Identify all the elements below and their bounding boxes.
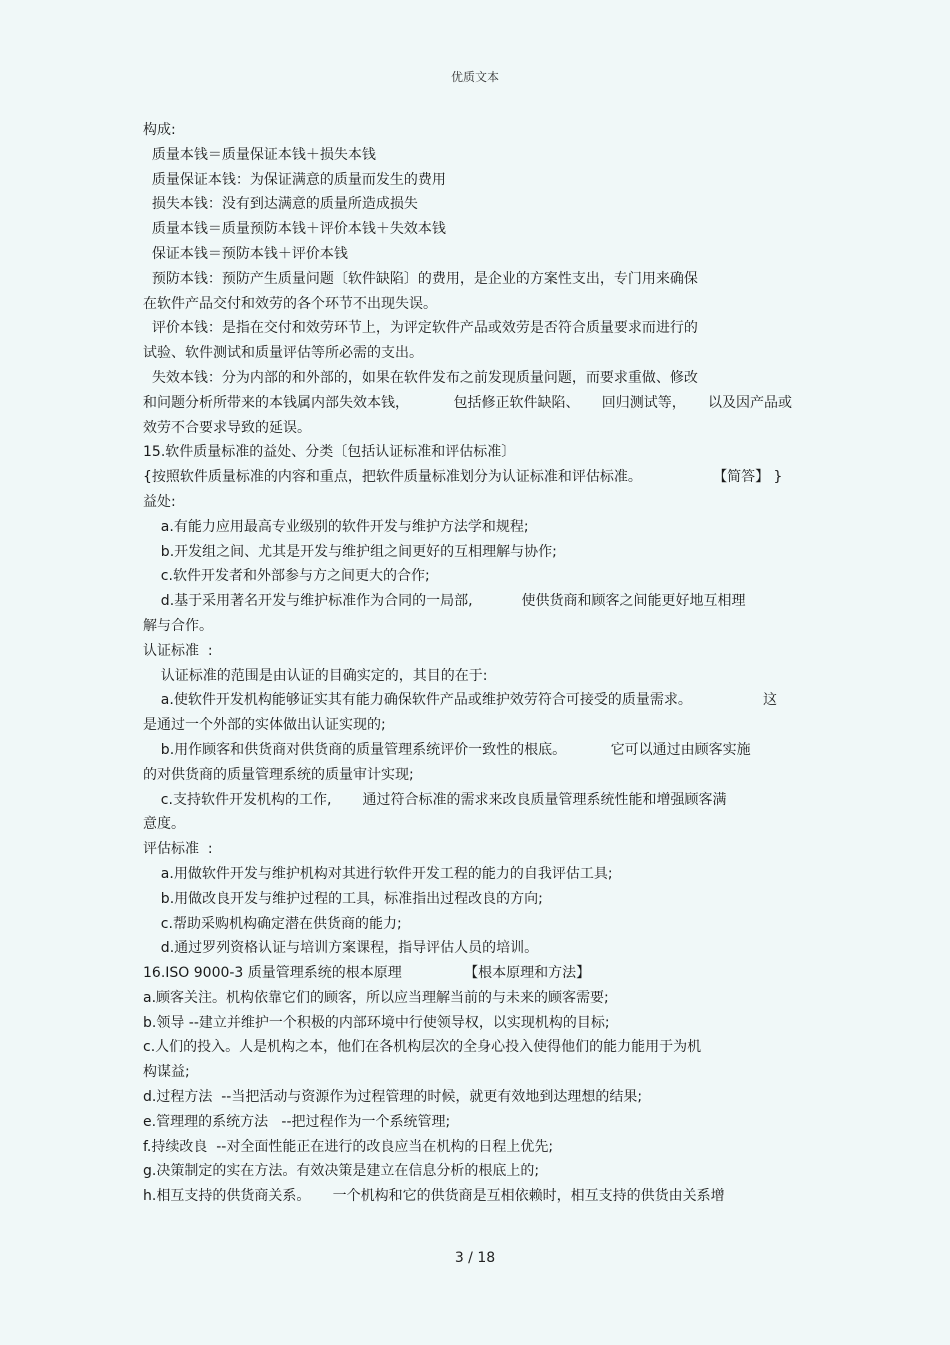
text-line: 构成: [143, 122, 176, 138]
list-item: g.决策制定的实在方法。有效决策是建立在信息分析的根底上的; [143, 1163, 540, 1180]
text-line: 益处: [143, 493, 176, 510]
text-line: 试验、软件测试和质量评估等所必需的支出。 [143, 345, 423, 362]
list-item: d.基于采用著名开发与维护标准作为合同的一局部, 使供货商和顾客之间能更好地互相理 [143, 593, 746, 610]
text-line: 解与合作。 [143, 617, 213, 634]
list-item: c.帮助采购机构确定潜在供货商的能力; [143, 915, 402, 932]
list-item: d.过程方法 --当把活动与资源作为过程管理的时候，就更有效地到达理想的结果; [143, 1089, 643, 1106]
section-heading: 15.软件质量标准的益处、分类〔包括认证标准和评估标准〕 [143, 444, 516, 461]
list-item: a.使软件开发机构能够证实其有能力确保软件产品或维护效劳符合可接受的质量需求。 这 [143, 692, 778, 709]
text-line: 认证标准 : [143, 642, 213, 659]
list-item: a.用做软件开发与维护机构对其进行软件开发工程的能力的自我评估工具; [143, 865, 613, 882]
text-line: 效劳不合要求导致的延误。 [143, 419, 311, 436]
text-line: 和问题分析所带来的本钱属内部失效本钱， 包括修正软件缺陷、 回归测试等， 以及因产品或 [143, 394, 793, 411]
page-number: 3 / 18 [454, 1250, 496, 1266]
document-body [143, 118, 813, 1209]
list-item: e.管理理的系统方法 --把过程作为一个系统管理; [143, 1113, 451, 1130]
list-item: h.相互支持的供货商关系。 一个机构和它的供货商是互相依赖时，相互支持的供货由关系增 [143, 1188, 725, 1205]
list-item: d.通过罗列资格认证与培训方案课程，指导评估人员的培训。 [143, 940, 539, 957]
text-line: 质量本钱＝质量预防本钱＋评价本钱＋失效本钱 [143, 221, 446, 238]
list-item: c.支持软件开发机构的工作, 通过符合标准的需求来改良质量管理系统性能和增强顾客满 [143, 791, 727, 808]
text-line: 构谋益; [143, 1064, 190, 1081]
text-line: 质量本钱＝质量保证本钱＋损失本钱 [143, 146, 376, 163]
list-item: c.软件开发者和外部参与方之间更大的合作; [143, 568, 430, 585]
text-line: 在软件产品交付和效劳的各个环节不出现失误。 [143, 295, 437, 312]
text-line: 认证标准的范围是由认证的目确实定的，其目的在于: [143, 667, 488, 684]
list-item: c.人们的投入。人是机构之本，他们在各机构层次的全身心投入使得他们的能力能用于为机 [143, 1039, 702, 1056]
page-header: 优质文本 [450, 70, 499, 84]
text-line: 失效本钱：分为内部的和外部的，如果在软件发布之前发现质量问题，而要求重做、修改 [143, 369, 698, 386]
list-item: b.领导 --建立并维护一个积极的内部环境中行使领导权，以实现机构的目标; [143, 1014, 610, 1031]
text-line: 预防本钱：预防产生质量问题〔软件缺陷〕的费用，是企业的方案性支出，专门用来确保 [143, 270, 698, 287]
list-item: b.用做改良开发与维护过程的工具，标准指出过程改良的方向; [143, 890, 543, 907]
list-item: a.顾客关注。机构依靠它们的顾客，所以应当理解当前的与未来的顾客需要; [143, 989, 609, 1006]
text-line: 评价本钱：是指在交付和效劳环节上，为评定软件产品或效劳是否符合质量要求而进行的 [143, 320, 698, 337]
list-item: a.有能力应用最高专业级别的软件开发与维护方法学和规程; [143, 518, 529, 535]
text-line: {按照软件质量标准的内容和重点，把软件质量标准划分为认证标准和评估标准。 【简答】 } [143, 469, 783, 486]
text-line: 意度。 [143, 816, 185, 833]
text-line: 损失本钱：没有到达满意的质量所造成损失 [143, 196, 418, 213]
list-item: b.开发组之间、尤其是开发与维护组之间更好的互相理解与协作; [143, 543, 557, 560]
list-item: b.用作顾客和供货商对供货商的质量管理系统评价一致性的根底。 它可以通过由顾客实施 [143, 741, 751, 758]
text-line: 评估标准 : [143, 841, 213, 858]
section-heading: 16.ISO 9000-3 质量管理系统的根本原理 【根本原理和方法】 [143, 965, 591, 982]
text-line: 保证本钱＝预防本钱＋评价本钱 [143, 245, 348, 262]
text-line: 质量保证本钱：为保证满意的质量而发生的费用 [143, 171, 446, 188]
list-item: f.持续改良 --对全面性能正在进行的改良应当在机构的日程上优先; [143, 1138, 554, 1155]
text-line: 的对供货商的质量管理系统的质量审计实现; [143, 766, 414, 783]
text-line: 是通过一个外部的实体做出认证实现的; [143, 717, 386, 734]
